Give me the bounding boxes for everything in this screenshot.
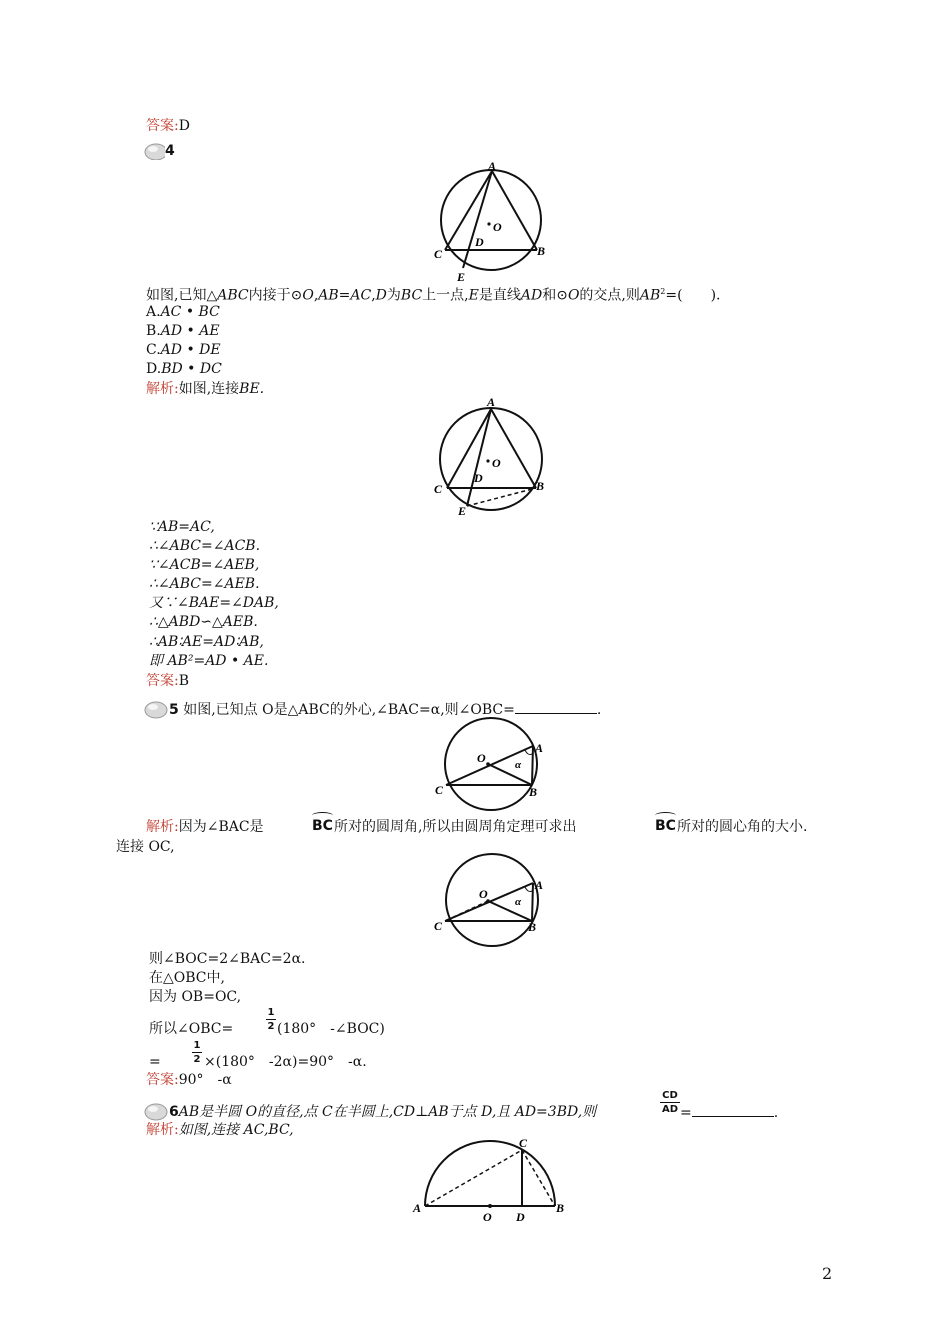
fig3-label-alpha: α <box>515 759 522 771</box>
fig5-label-o: O <box>483 1210 492 1224</box>
fraction-half <box>192 1040 202 1065</box>
stem-text: 如图,已知△ <box>146 287 218 304</box>
stem-text: BC <box>400 287 423 304</box>
q4-step: 即 AB²=AD • AE. <box>149 653 269 669</box>
analysis-text: 所对的圆心角的大小. <box>677 819 808 835</box>
fraction-numerator: 1 <box>193 1040 201 1051</box>
q5-step: (180° -∠BOC) <box>277 1021 385 1037</box>
fig5-label-c: C <box>519 1136 528 1150</box>
q6-analysis <box>146 1121 294 1139</box>
fig3-label-o: O <box>477 751 486 765</box>
q4-answer <box>146 672 189 690</box>
stem-text: AB是半圆 O的直径,点 C在半圆上,CD⊥AB于点 D,且 AD=3BD,则 <box>178 1104 597 1120</box>
stem-text: = <box>680 1105 692 1121</box>
q4-step: ∵AB=AC, <box>149 519 215 535</box>
stem-text: . <box>596 702 602 718</box>
answer-value: 90° -α <box>178 1072 232 1088</box>
q5-answer <box>146 1071 232 1089</box>
question-bubble-icon <box>143 700 169 720</box>
stem-text: =( ). <box>665 287 721 304</box>
fig1-label-d: D <box>475 235 484 249</box>
analysis-label: 解析: <box>146 819 179 835</box>
q4-step: ∴AB∶AE=AD∶AB, <box>149 634 264 650</box>
fig3-label-c: C <box>435 783 444 797</box>
fig5-label-b: B <box>556 1201 565 1215</box>
stem-text: , <box>313 287 319 304</box>
fig3-label-b: B <box>529 785 538 799</box>
fig2-label-o: O <box>492 456 501 470</box>
fig2-label-d: D <box>474 471 483 485</box>
stem-text: . <box>773 1105 779 1121</box>
option-letter: D. <box>146 361 162 377</box>
q4-step: ∴△ABD∽△AEB. <box>149 614 258 630</box>
stem-text: AD <box>520 287 543 304</box>
stem-text: , <box>371 287 376 304</box>
fig2-label-e: E <box>458 504 467 518</box>
fig2-label-c: C <box>434 482 443 496</box>
q5-step: ×(180° -2α)=90° -α. <box>204 1054 367 1070</box>
stem-text: AB=AC <box>318 287 372 304</box>
analysis-text: 连接 OC, <box>116 839 175 855</box>
stem-text: AB <box>639 287 661 304</box>
arc-label: BC <box>312 818 333 834</box>
option-b <box>146 322 220 340</box>
q5-analysis-a <box>146 818 264 836</box>
question-number: 5 <box>169 702 179 718</box>
q3-answer <box>146 117 190 135</box>
option-letter: A. <box>146 304 161 320</box>
stem-text: 的交点,则 <box>579 287 640 304</box>
figure-circle-triangle-be <box>425 393 555 518</box>
stem-text: D <box>375 287 387 304</box>
analysis-text: 所对的圆周角,所以由圆周角定理可求出 <box>334 819 577 835</box>
fig1-label-e: E <box>457 270 466 284</box>
fig2-label-a: A <box>487 395 496 409</box>
fig3-label-a: A <box>535 741 544 755</box>
fraction-numerator: 1 <box>267 1007 275 1018</box>
q4-header <box>143 142 175 160</box>
answer-label: 答案: <box>146 1072 179 1088</box>
question-bubble-icon <box>143 142 165 160</box>
fig4-label-b: B <box>528 920 537 934</box>
fig1-label-c: C <box>434 247 443 261</box>
q4-step: ∴∠ABC=∠ACB. <box>149 538 261 554</box>
answer-label: 答案: <box>146 673 179 689</box>
q4-step: ∵∠ACB=∠AEB, <box>149 557 260 573</box>
option-expr: AD • DE <box>160 342 221 358</box>
fraction-numerator: CD <box>662 1090 678 1101</box>
q4-stem <box>146 283 720 305</box>
fraction-half <box>266 1007 276 1032</box>
q5-step: = <box>149 1054 161 1070</box>
analysis-text: 如图,连接 AC,BC, <box>178 1122 294 1138</box>
answer-value: B <box>178 673 190 689</box>
option-expr: BD • DC <box>161 361 222 377</box>
option-expr: AC • BC <box>160 304 220 320</box>
fraction-cd-ad <box>660 1090 680 1115</box>
fig1-label-o: O <box>493 220 502 234</box>
q5-analysis-d <box>116 838 175 856</box>
analysis-label: 解析: <box>146 1122 179 1138</box>
fig5-label-a: A <box>413 1201 422 1215</box>
q4-step: ∴∠ABC=∠AEB. <box>149 576 260 592</box>
figure-semicircle <box>405 1132 575 1227</box>
stem-text: 内接于⊙ <box>248 287 303 304</box>
fig4-label-a: A <box>535 878 544 892</box>
stem-text: O <box>567 287 580 304</box>
fig2-label-b: B <box>536 479 545 493</box>
q4-step: 又∵∠BAE=∠DAB, <box>149 595 279 611</box>
analysis-text: 如图,连接 <box>178 381 240 397</box>
question-number: 4 <box>165 143 175 159</box>
stem-text: O <box>302 287 314 304</box>
stem-superscript: 2 <box>660 287 666 296</box>
fig4-label-c: C <box>434 919 443 933</box>
q5-analysis-c <box>677 818 807 836</box>
arc-bc-symbol <box>312 818 333 834</box>
fig4-label-o: O <box>479 887 488 901</box>
fraction-denominator: 2 <box>193 1054 201 1065</box>
question-number: 6 <box>169 1104 179 1120</box>
answer-blank <box>692 1102 774 1117</box>
stem-text: 如图,已知点 O是△ABC的外心,∠BAC=α,则∠OBC= <box>183 702 515 718</box>
answer-value: D <box>178 118 190 134</box>
stem-text: 上一点, <box>422 287 469 304</box>
question-bubble-icon <box>143 1102 169 1122</box>
stem-text: ABC <box>217 287 249 304</box>
q6-stem-tail <box>680 1102 778 1122</box>
analysis-text: 因为∠BAC是 <box>178 819 264 835</box>
q5-step: 因为 OB=OC, <box>149 989 242 1005</box>
fig5-label-d: D <box>516 1210 525 1224</box>
fig1-label-b: B <box>537 244 546 258</box>
figure-circle-triangle <box>425 160 555 285</box>
analysis-text: BE. <box>239 381 265 397</box>
q5-step: 所以∠OBC= <box>149 1021 234 1037</box>
q5-step: 则∠BOC=2∠BAC=2α. <box>149 951 306 967</box>
stem-text: 为 <box>386 287 401 304</box>
q5-analysis-b <box>334 818 576 836</box>
analysis-label: 解析: <box>146 381 179 397</box>
stem-text: E <box>468 287 479 304</box>
figure-circumcenter <box>425 712 555 812</box>
q5-step: 在△OBC中, <box>149 970 225 986</box>
fig4-label-alpha: α <box>515 896 522 908</box>
option-expr: AD • AE <box>160 323 220 339</box>
fraction-denominator: 2 <box>267 1021 275 1032</box>
fraction-denominator: AD <box>661 1104 679 1115</box>
option-c <box>146 341 221 359</box>
option-letter: B. <box>146 323 161 339</box>
option-letter: C. <box>146 342 161 358</box>
option-a <box>146 303 220 321</box>
stem-text: 和⊙ <box>542 287 568 304</box>
arc-bc-symbol <box>655 818 676 834</box>
arc-label: BC <box>655 818 676 834</box>
q4-analysis <box>146 380 264 398</box>
answer-label: 答案: <box>146 118 179 134</box>
page-number: 2 <box>822 1264 833 1283</box>
stem-text: 是直线 <box>478 287 521 304</box>
option-d <box>146 360 222 378</box>
fig1-label-a: A <box>488 160 497 173</box>
figure-circumcenter-oc <box>425 850 555 950</box>
q6-stem <box>143 1102 596 1122</box>
